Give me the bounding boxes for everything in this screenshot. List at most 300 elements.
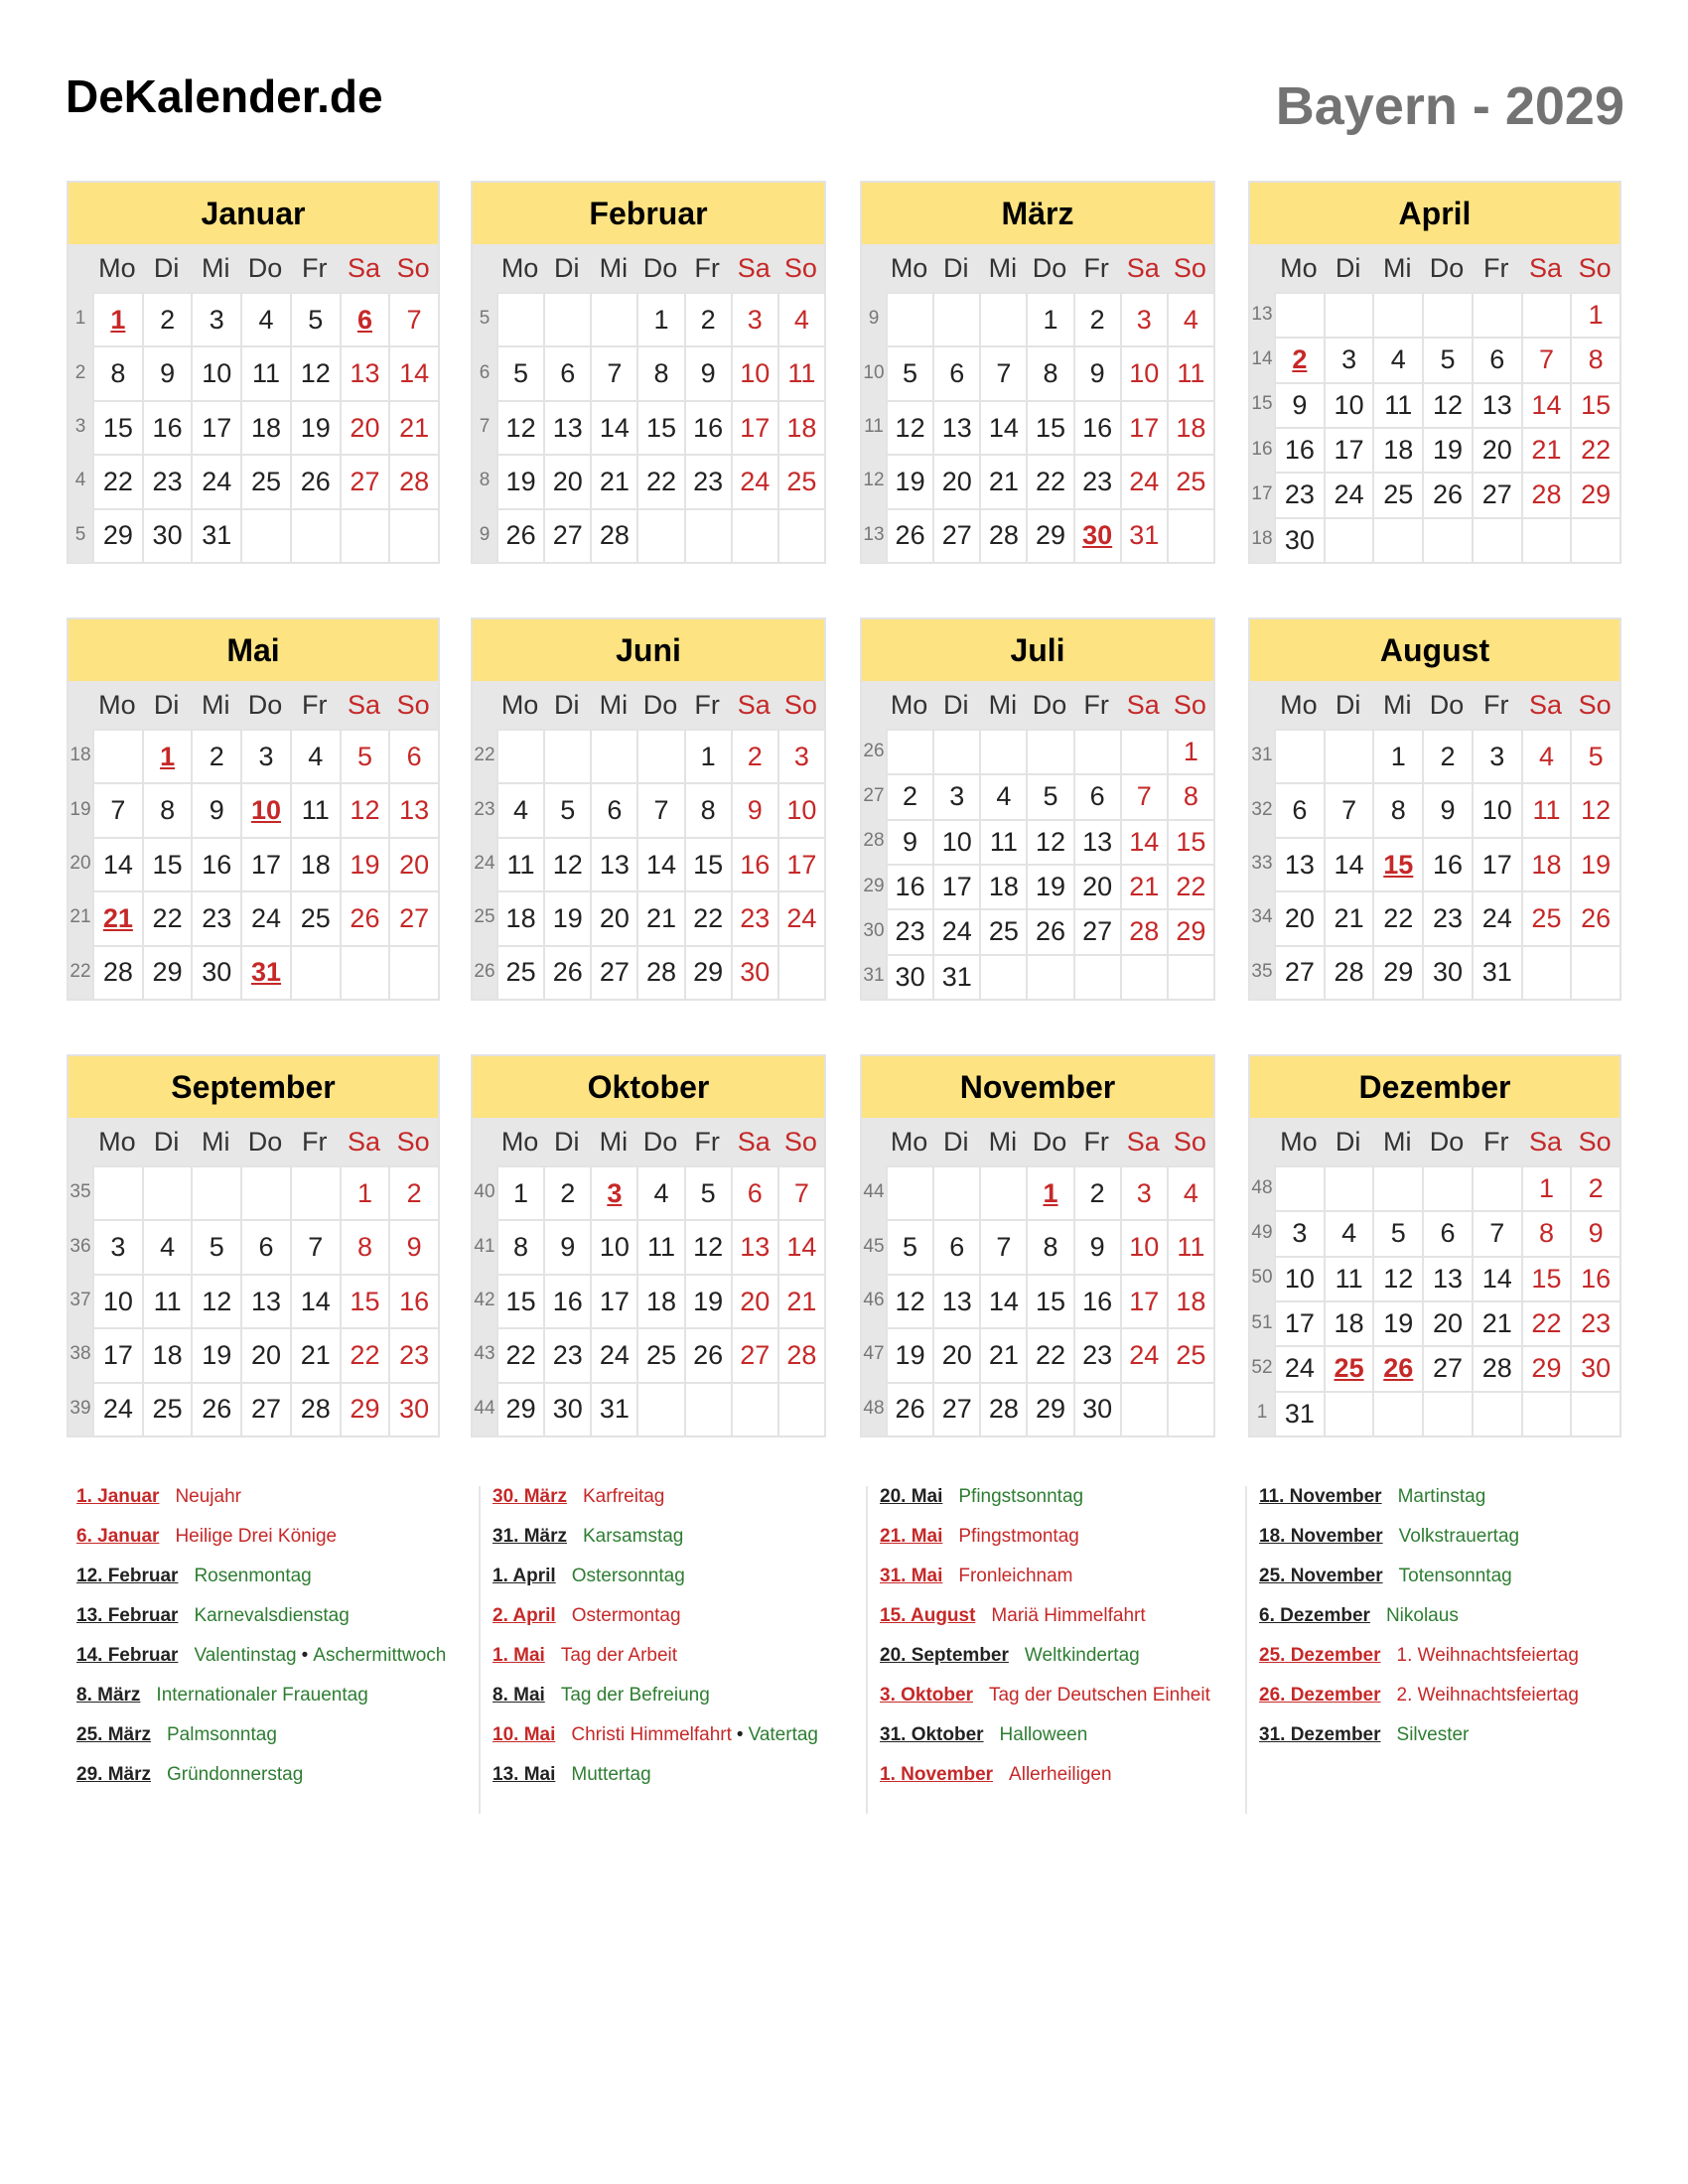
holiday-name: 2. Weihnachtsfeiertag [1396, 1685, 1579, 1706]
week-number-header [69, 681, 92, 729]
day-cell: 27 [543, 508, 590, 562]
day-cell: 16 [1073, 400, 1120, 454]
empty-cell [1422, 1391, 1472, 1435]
month-title: März [862, 183, 1213, 244]
day-cell: 5 [340, 729, 389, 782]
day-cell: 7 [1120, 773, 1167, 818]
empty-cell [388, 508, 438, 562]
day-cell: 3 [191, 292, 240, 345]
legend-item [1259, 1685, 1579, 1724]
week-row [1250, 1300, 1619, 1345]
legend-item [880, 1526, 1210, 1566]
holiday-name: Tag der Deutschen Einheit [988, 1685, 1210, 1706]
day-cell: 15 [1521, 1256, 1571, 1300]
holiday-date: 2. April [492, 1605, 556, 1626]
day-cell: 3 [731, 292, 777, 345]
week-row [1250, 1210, 1619, 1255]
day-cell: 16 [1274, 427, 1324, 472]
week-row [1250, 729, 1619, 782]
weekday-header: Di [1335, 1126, 1361, 1157]
holiday-name: Tag der Befreiung [560, 1685, 710, 1706]
day-cell: 9 [1073, 345, 1120, 399]
day-cell: 1 [1167, 729, 1213, 773]
day-cell: 8 [1372, 782, 1422, 836]
weekday-header: Fr [1482, 252, 1509, 283]
day-cell: 29 [1167, 908, 1213, 953]
day-cell: 21 [388, 400, 438, 454]
day-cell: 16 [1422, 837, 1472, 890]
day-cell: 17 [92, 1327, 142, 1381]
day-cell: 10 [777, 782, 824, 836]
week-row [1250, 945, 1619, 999]
empty-cell [1073, 954, 1120, 999]
week-number-header [473, 244, 496, 292]
month-dezember [1248, 1054, 1621, 1437]
day-cell: 14 [979, 1274, 1026, 1327]
month-title: Juni [473, 619, 824, 681]
week-number: 9 [862, 292, 886, 345]
day-cell: 2 [543, 1165, 590, 1219]
day-cell: 25 [290, 890, 340, 944]
weekday-header: Sa [1528, 252, 1562, 283]
empty-cell [1521, 945, 1571, 999]
day-cell: 16 [142, 400, 192, 454]
day-cell: 30 [1570, 1345, 1619, 1390]
week-number: 36 [69, 1219, 92, 1273]
day-cell: 28 [290, 1382, 340, 1435]
day-cell: 24 [932, 908, 979, 953]
separator-bullet: • [736, 1724, 744, 1745]
day-cell: 16 [191, 837, 240, 890]
day-cell: 30 [1274, 517, 1324, 562]
weekday-header: Mi [202, 1126, 230, 1157]
weekday-header: Fr [694, 1126, 720, 1157]
week-number: 12 [862, 454, 886, 507]
day-cell: 6 [590, 782, 636, 836]
weekday-header: So [1173, 1126, 1206, 1157]
empty-cell [1521, 292, 1571, 337]
holiday-name: Ostermontag [571, 1605, 681, 1626]
empty-cell [1570, 1391, 1619, 1435]
empty-cell [1372, 1165, 1422, 1210]
day-cell: 12 [886, 400, 932, 454]
day-cell: 13 [340, 345, 389, 399]
empty-cell [543, 729, 590, 782]
day-cell: 3 [1324, 337, 1373, 381]
week-row [1250, 1345, 1619, 1390]
day-cell: 28 [1120, 908, 1167, 953]
week-row [862, 454, 1213, 507]
week-number: 5 [69, 508, 92, 562]
holiday-date: 26. Dezember [1259, 1685, 1381, 1706]
day-cell: 26 [886, 508, 932, 562]
week-number: 47 [862, 1327, 886, 1381]
day-cell: 21 [1521, 427, 1571, 472]
weekday-header: Di [553, 252, 580, 283]
day-cell: 8 [496, 1219, 543, 1273]
day-cell: 28 [979, 1382, 1026, 1435]
day-cell: 6 [340, 292, 389, 345]
week-row [1250, 782, 1619, 836]
day-cell: 20 [932, 454, 979, 507]
week-row [69, 782, 438, 836]
holiday-name: Volkstrauertag [1398, 1526, 1520, 1547]
day-cell: 17 [191, 400, 240, 454]
day-cell: 18 [636, 1274, 683, 1327]
weekday-header: Sa [737, 252, 771, 283]
day-cell: 31 [932, 954, 979, 999]
day-cell: 25 [777, 454, 824, 507]
legend-column [1245, 1486, 1579, 1814]
day-cell: 7 [290, 1219, 340, 1273]
week-row [473, 782, 824, 836]
day-cell: 16 [388, 1274, 438, 1327]
holiday-date: 31. Mai [880, 1566, 943, 1586]
empty-cell [1372, 517, 1422, 562]
day-cell: 15 [1167, 819, 1213, 864]
day-cell: 23 [543, 1327, 590, 1381]
empty-cell [1167, 1382, 1213, 1435]
day-cell: 5 [1026, 773, 1072, 818]
day-cell: 24 [1120, 454, 1167, 507]
weekday-header-row [473, 681, 824, 729]
day-cell: 21 [979, 454, 1026, 507]
weekday-header: Sa [1126, 252, 1160, 283]
day-cell: 1 [496, 1165, 543, 1219]
day-cell: 29 [1372, 945, 1422, 999]
weekday-header: Mi [1383, 1126, 1412, 1157]
day-cell: 27 [932, 508, 979, 562]
day-cell: 23 [1073, 454, 1120, 507]
week-number: 2 [69, 345, 92, 399]
weekday-header: So [396, 689, 430, 720]
empty-cell [1324, 729, 1373, 782]
day-cell: 28 [1324, 945, 1373, 999]
empty-cell [1422, 1165, 1472, 1210]
day-cell: 16 [1073, 1274, 1120, 1327]
day-cell: 3 [1120, 1165, 1167, 1219]
weekday-header-row [1250, 244, 1619, 292]
day-cell: 12 [886, 1274, 932, 1327]
legend-column [76, 1486, 446, 1804]
weekday-header: Di [1335, 689, 1361, 720]
day-cell: 21 [1324, 890, 1373, 944]
weekday-header: Di [153, 252, 180, 283]
week-number: 50 [1250, 1256, 1274, 1300]
empty-cell [388, 945, 438, 999]
empty-cell [1167, 508, 1213, 562]
day-cell: 27 [388, 890, 438, 944]
holiday-name: Aschermittwoch [313, 1645, 447, 1666]
day-cell: 23 [1274, 472, 1324, 516]
week-number-header [862, 681, 886, 729]
day-cell: 25 [636, 1327, 683, 1381]
day-cell: 28 [979, 508, 1026, 562]
day-cell: 5 [684, 1165, 731, 1219]
day-cell: 24 [1324, 472, 1373, 516]
holiday-date: 21. Mai [880, 1526, 943, 1547]
day-cell: 8 [636, 345, 683, 399]
day-cell: 29 [684, 945, 731, 999]
empty-cell [777, 508, 824, 562]
empty-cell [191, 1165, 240, 1219]
day-cell: 17 [590, 1274, 636, 1327]
day-cell: 13 [932, 400, 979, 454]
day-cell: 21 [1120, 864, 1167, 908]
holiday-name: Totensonntag [1398, 1566, 1512, 1586]
day-cell: 25 [979, 908, 1026, 953]
legend-item [492, 1486, 818, 1526]
day-cell: 9 [684, 345, 731, 399]
week-row [1250, 837, 1619, 890]
day-cell: 8 [684, 782, 731, 836]
weekday-header-row [862, 244, 1213, 292]
day-cell: 2 [388, 1165, 438, 1219]
day-cell: 12 [1026, 819, 1072, 864]
day-cell: 30 [1422, 945, 1472, 999]
empty-cell [932, 1165, 979, 1219]
weekday-header: Fr [301, 1126, 328, 1157]
day-cell: 17 [1472, 837, 1521, 890]
day-cell: 14 [777, 1219, 824, 1273]
weekday-header: Mi [988, 689, 1018, 720]
day-cell: 17 [731, 400, 777, 454]
month-title: April [1250, 183, 1619, 244]
week-number: 22 [69, 945, 92, 999]
weekday-header: Di [553, 689, 580, 720]
empty-cell [731, 1382, 777, 1435]
day-cell: 11 [240, 345, 290, 399]
holiday-date: 18. November [1259, 1526, 1383, 1547]
holiday-name: Vatertag [748, 1724, 818, 1745]
day-cell: 27 [932, 1382, 979, 1435]
day-cell: 13 [388, 782, 438, 836]
empty-cell [1372, 1391, 1422, 1435]
holiday-name: Karsamstag [582, 1526, 684, 1547]
weekday-header: Sa [1528, 689, 1562, 720]
day-cell: 4 [777, 292, 824, 345]
weekday-header: Di [153, 689, 180, 720]
week-row [69, 1165, 438, 1219]
empty-cell [1274, 729, 1324, 782]
day-cell: 27 [1422, 1345, 1472, 1390]
day-cell: 29 [1521, 1345, 1571, 1390]
weekday-header: Fr [1482, 1126, 1509, 1157]
empty-cell [1324, 517, 1373, 562]
empty-cell [92, 1165, 142, 1219]
week-number-header [862, 244, 886, 292]
legend-item [76, 1724, 446, 1764]
day-cell: 1 [1026, 292, 1072, 345]
empty-cell [1570, 945, 1619, 999]
day-cell: 30 [1073, 508, 1120, 562]
week-number-header [69, 1118, 92, 1165]
day-cell: 24 [590, 1327, 636, 1381]
empty-cell [1120, 1382, 1167, 1435]
week-row [473, 1382, 824, 1435]
week-number-header [473, 681, 496, 729]
empty-cell [1073, 729, 1120, 773]
day-cell: 27 [1073, 908, 1120, 953]
legend-item [492, 1645, 818, 1685]
empty-cell [932, 729, 979, 773]
month-title: Mai [69, 619, 438, 681]
week-row [69, 292, 438, 345]
day-cell: 5 [1422, 337, 1472, 381]
day-cell: 3 [932, 773, 979, 818]
holiday-name: Martinstag [1397, 1486, 1486, 1507]
holiday-date: 6. Januar [76, 1526, 160, 1547]
weekday-header: Do [1429, 252, 1465, 283]
empty-cell [731, 508, 777, 562]
week-number: 46 [862, 1274, 886, 1327]
holiday-date: 29. März [76, 1764, 151, 1785]
day-cell: 14 [636, 837, 683, 890]
legend-item [76, 1566, 446, 1605]
day-cell: 11 [496, 837, 543, 890]
holiday-date: 31. Dezember [1259, 1724, 1381, 1745]
day-cell: 3 [1120, 292, 1167, 345]
empty-cell [543, 292, 590, 345]
day-cell: 25 [142, 1382, 192, 1435]
weekday-header: Do [1032, 252, 1067, 283]
day-cell: 12 [1422, 382, 1472, 427]
day-cell: 31 [1274, 1391, 1324, 1435]
month-title: August [1250, 619, 1619, 681]
week-number: 28 [862, 819, 886, 864]
empty-cell [1324, 1165, 1373, 1210]
day-cell: 26 [496, 508, 543, 562]
day-cell: 22 [684, 890, 731, 944]
holiday-name: Heilige Drei Könige [175, 1526, 338, 1547]
empty-cell [1026, 954, 1072, 999]
weekday-header: Do [1032, 689, 1067, 720]
weekday-header: Sa [347, 252, 380, 283]
weekday-header: Mo [890, 252, 928, 283]
weekday-header: Sa [737, 1126, 771, 1157]
day-cell: 15 [684, 837, 731, 890]
day-cell: 24 [731, 454, 777, 507]
page-title: Bayern - 2029 [1275, 76, 1624, 136]
day-cell: 1 [636, 292, 683, 345]
week-number: 9 [473, 508, 496, 562]
weekday-header: Mo [1280, 689, 1318, 720]
weekday-header: So [1173, 252, 1206, 283]
empty-cell [636, 508, 683, 562]
day-cell: 18 [1521, 837, 1571, 890]
day-cell: 21 [636, 890, 683, 944]
holiday-name: Pfingstmontag [958, 1526, 1079, 1547]
week-row [862, 1165, 1213, 1219]
week-row [473, 454, 824, 507]
day-cell: 23 [142, 454, 192, 507]
week-number: 5 [473, 292, 496, 345]
day-cell: 13 [1073, 819, 1120, 864]
empty-cell [290, 508, 340, 562]
day-cell: 11 [636, 1219, 683, 1273]
day-cell: 10 [191, 345, 240, 399]
holiday-date: 25. Dezember [1259, 1645, 1381, 1666]
holiday-date: 6. Dezember [1259, 1605, 1370, 1626]
day-cell: 7 [1472, 1210, 1521, 1255]
day-cell: 18 [1324, 1300, 1373, 1345]
day-cell: 23 [731, 890, 777, 944]
week-row [862, 400, 1213, 454]
day-cell: 20 [388, 837, 438, 890]
weekday-header-row [69, 1118, 438, 1165]
day-cell: 4 [1324, 1210, 1373, 1255]
week-number: 39 [69, 1382, 92, 1435]
day-cell: 6 [240, 1219, 290, 1273]
day-cell: 14 [92, 837, 142, 890]
day-cell: 29 [496, 1382, 543, 1435]
weekday-header: Fr [694, 689, 720, 720]
holiday-name: Silvester [1396, 1724, 1470, 1745]
day-cell: 5 [1570, 729, 1619, 782]
day-cell: 5 [543, 782, 590, 836]
day-cell: 5 [496, 345, 543, 399]
day-cell: 28 [590, 508, 636, 562]
holiday-date: 31. Oktober [880, 1724, 984, 1745]
week-row [473, 1327, 824, 1381]
day-cell: 15 [1026, 1274, 1072, 1327]
weekday-header: So [783, 1126, 817, 1157]
day-cell: 19 [886, 454, 932, 507]
holiday-name: Gründonnerstag [166, 1764, 304, 1785]
day-cell: 11 [1324, 1256, 1373, 1300]
day-cell: 6 [1422, 1210, 1472, 1255]
day-cell: 19 [1570, 837, 1619, 890]
day-cell: 7 [636, 782, 683, 836]
day-cell: 26 [1422, 472, 1472, 516]
day-cell: 9 [191, 782, 240, 836]
day-cell: 8 [340, 1219, 389, 1273]
day-cell: 15 [92, 400, 142, 454]
week-number: 10 [862, 345, 886, 399]
day-cell: 31 [240, 945, 290, 999]
day-cell: 26 [684, 1327, 731, 1381]
month-juni [471, 617, 826, 1001]
week-number: 24 [473, 837, 496, 890]
day-cell: 31 [1472, 945, 1521, 999]
month-title: Oktober [473, 1056, 824, 1118]
holiday-name: Allerheiligen [1009, 1764, 1112, 1785]
week-number: 1 [69, 292, 92, 345]
weekday-header: Sa [347, 1126, 380, 1157]
day-cell: 14 [1472, 1256, 1521, 1300]
week-number: 8 [473, 454, 496, 507]
day-cell: 19 [191, 1327, 240, 1381]
legend-item [492, 1605, 818, 1645]
day-cell: 25 [1167, 454, 1213, 507]
week-number: 48 [862, 1382, 886, 1435]
day-cell: 12 [543, 837, 590, 890]
day-cell: 18 [240, 400, 290, 454]
day-cell: 15 [1372, 837, 1422, 890]
weekday-header: Fr [694, 252, 720, 283]
legend-item [880, 1645, 1210, 1685]
day-cell: 29 [1570, 472, 1619, 516]
day-cell: 31 [590, 1382, 636, 1435]
month-september [67, 1054, 440, 1437]
weekday-header: Mi [1383, 689, 1412, 720]
empty-cell [142, 1165, 192, 1219]
day-cell: 17 [777, 837, 824, 890]
week-number: 4 [69, 454, 92, 507]
weekday-header: Mi [599, 1126, 629, 1157]
day-cell: 7 [388, 292, 438, 345]
week-row [69, 729, 438, 782]
